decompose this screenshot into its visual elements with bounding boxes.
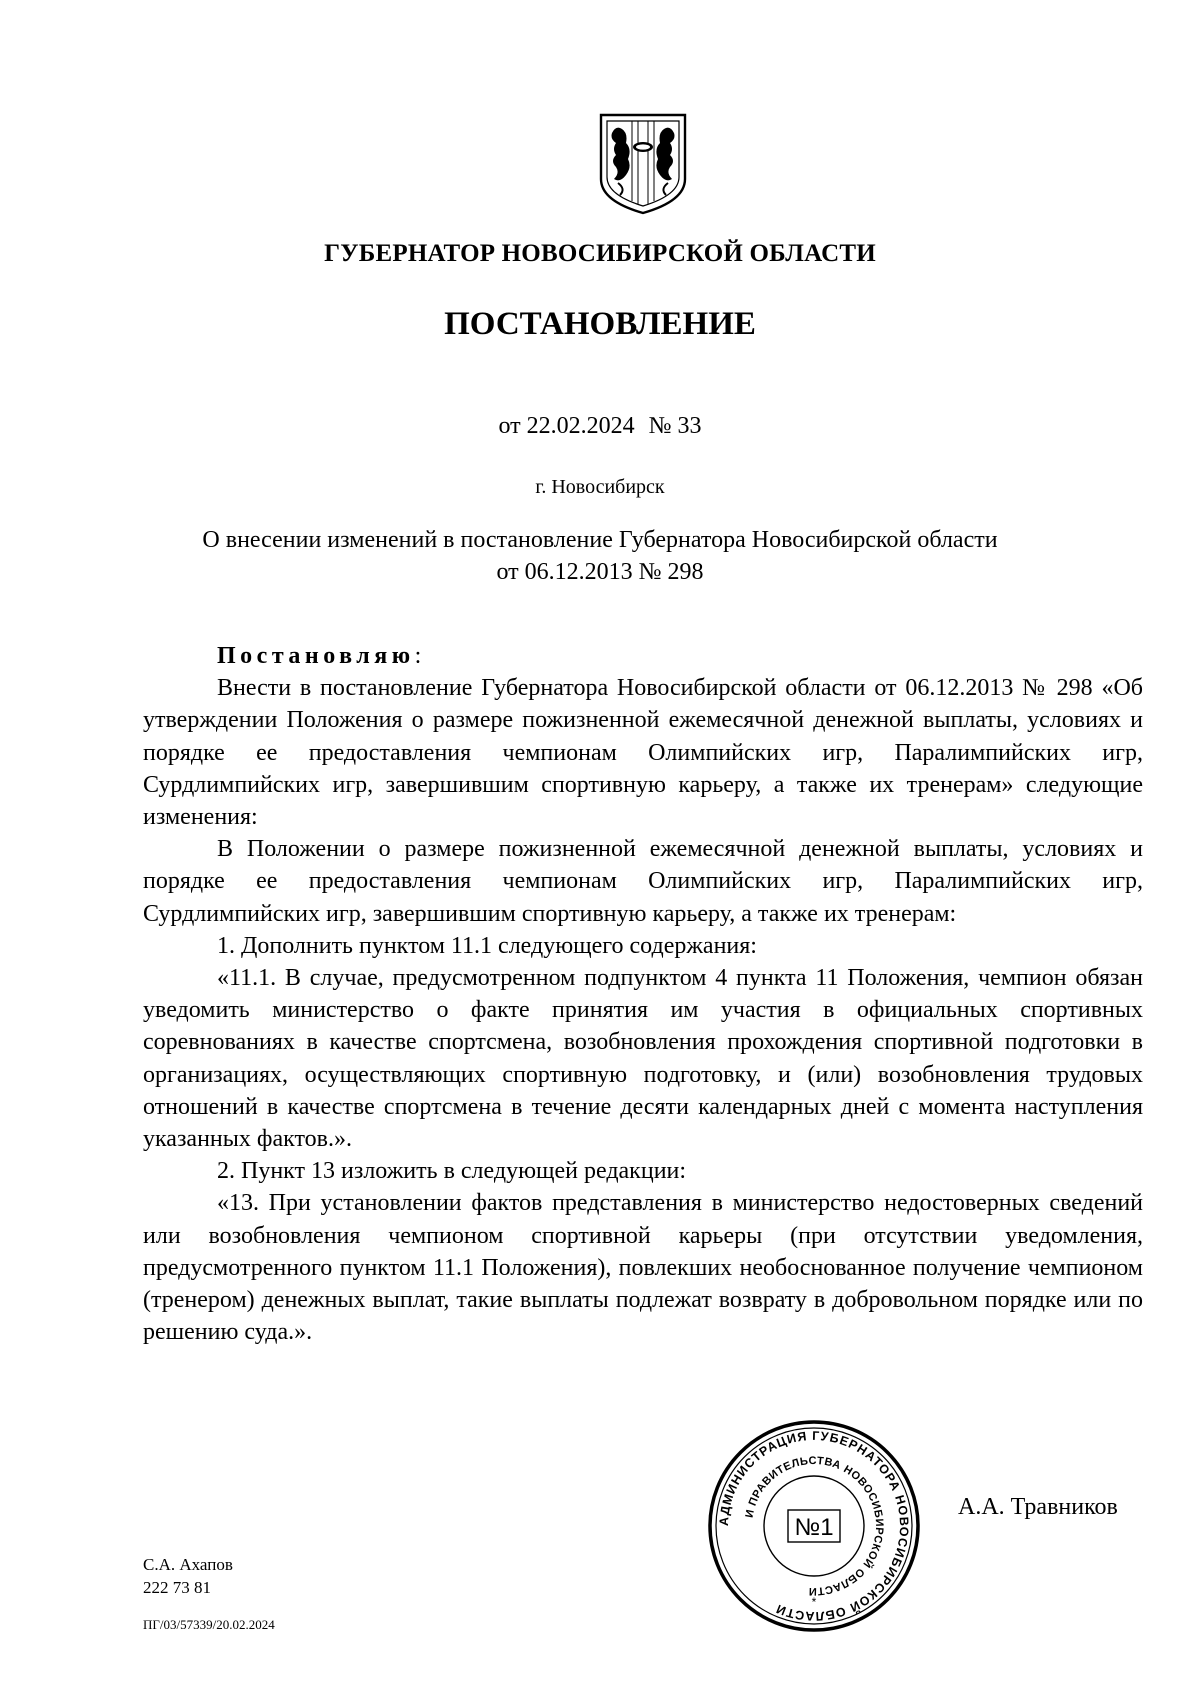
subject-line-1: О внесении изменений в постановление Губернатора Новосибирской области xyxy=(202,527,998,553)
document-city: г. Новосибирск xyxy=(535,476,665,498)
executor-contact xyxy=(143,1553,233,1599)
body-paragraph: 2. Пункт 13 изложить в следующей редакции: xyxy=(217,1158,687,1185)
coat-of-arms-icon xyxy=(598,113,688,215)
issuing-authority: ГУБЕРНАТОР НОВОСИБИРСКОЙ ОБЛАСТИ xyxy=(324,240,876,267)
document-date: от 22.02.2024 xyxy=(498,413,635,439)
document-date-number xyxy=(0,413,1200,440)
svg-text:*: * xyxy=(811,1595,817,1609)
body-paragraph: Внести в постановление Губернатора Новосибирской области от 06.12.2013 № 298 «Об утверждении Положения о размере пожизненной ежемесячной денежной выплаты, условиях и порядке ее предоставления чемпионам Олимпийских игр, Паралимпийских игр, Сурдлимпийских игр, завершившим спортивную карьеру, а также их тренерам» следующие изменения: xyxy=(143,675,1143,831)
document-number: № 33 xyxy=(648,413,702,439)
seal-number: №1 xyxy=(794,1514,834,1541)
resolve-word: Постановляю xyxy=(217,643,415,669)
document-subject xyxy=(0,524,1200,588)
seal-outer-text: АДМИНИСТРАЦИЯ ГУБЕРНАТОРА НОВОСИБИРСКОЙ ОБЛАСТИ xyxy=(716,1428,912,1624)
resolve-heading xyxy=(143,640,1143,672)
signatory-name: А.А. Травников xyxy=(958,1494,1118,1520)
body-paragraph: В Положении о размере пожизненной ежемесячной денежной выплаты, условиях и порядке ее предоставления чемпионам Олимпийских игр, Паралимпийских игр, Сурдлимпийских игр, завершившим спортивную карьеру, а также их тренерам: xyxy=(143,836,1143,927)
body-paragraph: 1. Дополнить пунктом 11.1 следующего содержания: xyxy=(217,932,757,959)
seal-inner-text: И ПРАВИТЕЛЬСТВА НОВОСИБИРСКОЙ ОБЛАСТИ xyxy=(743,1454,886,1598)
body-paragraph: «13. При установлении фактов представления в министерство недостоверных сведений или возобновления чемпионом спортивной карьеры (при отсутствии уведомления, предусмотренного пунктом 11.1 Положения), повлекших необоснованное получение чемпионом (тренером) денежных выплат, такие выплаты подлежат возврату в добровольном порядке или по решению суда.». xyxy=(143,1190,1143,1346)
subject-line-2: от 06.12.2013 № 298 xyxy=(496,559,704,585)
official-seal-icon xyxy=(704,1416,924,1636)
executor-phone: 222 73 81 xyxy=(143,1578,211,1597)
body-paragraph: «11.1. В случае, предусмотренном подпунктом 4 пункта 11 Положения, чемпион обязан уведомить министерство о факте принятия им участия в официальных спортивных соревнованиях в качестве спортсмена, возобновления прохождения спортивной подготовки в организациях, осуществляющих спортивную подготовку, и (или) возобновления трудовых отношений в качестве спортсмена в течение десяти календарных дней с момента наступления указанных фактов.». xyxy=(143,965,1143,1153)
resolve-colon: : xyxy=(414,643,422,669)
document-body xyxy=(143,640,1143,1348)
document-type-title: ПОСТАНОВЛЕНИЕ xyxy=(444,306,756,342)
executor-name: С.А. Ахапов xyxy=(143,1555,233,1574)
registry-number: ПГ/03/57339/20.02.2024 xyxy=(143,1617,275,1632)
